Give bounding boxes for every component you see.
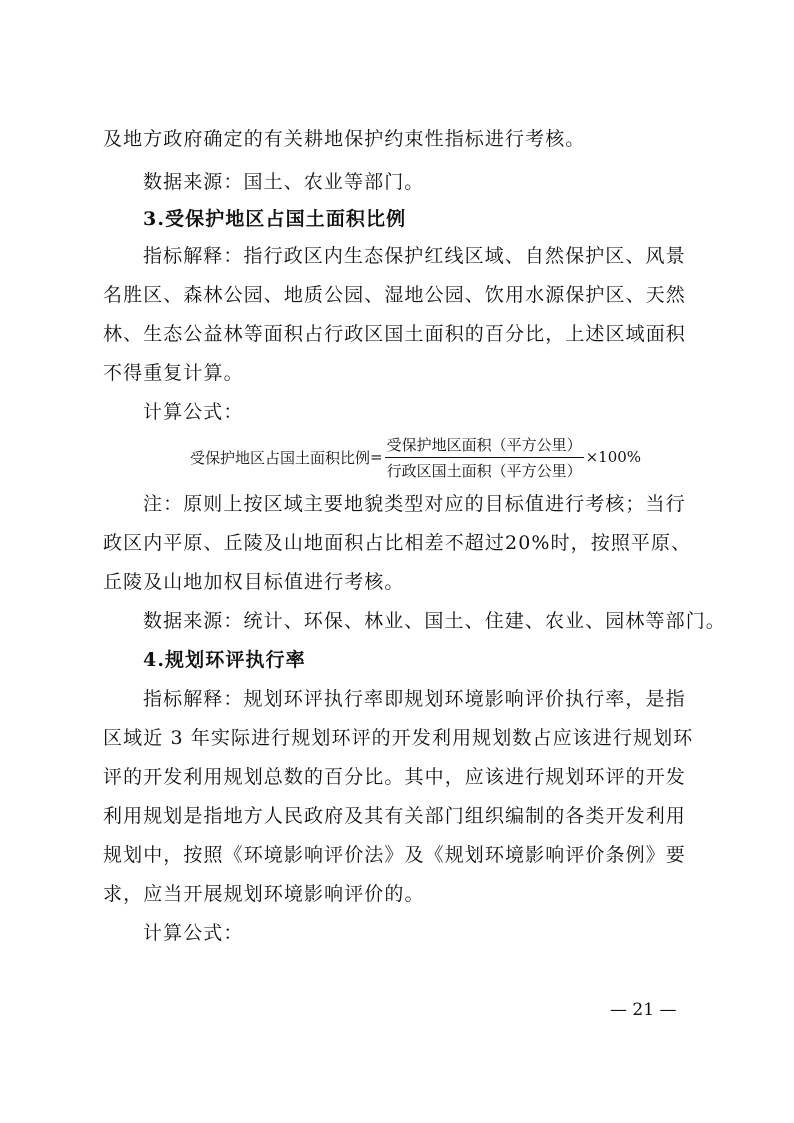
paragraph-line: 及地方政府确定的有关耕地保护约束性指标进行考核。	[103, 128, 586, 150]
paragraph-line: 规划中，按照《环境影响评价法》及《规划环境影响评价条例》要	[103, 844, 686, 866]
formula-equals: =	[370, 448, 383, 466]
paragraph-line: 不得重复计算。	[103, 362, 244, 384]
paragraph-line: 指标解释：指行政区内生态保护红线区域、自然保护区、风景	[143, 245, 686, 267]
area-ratio-formula	[190, 432, 641, 482]
formula-label: 计算公式：	[143, 922, 244, 944]
section-heading-4: 4.规划环评执行率	[143, 649, 306, 671]
formula-denominator: 行政区国土面积（平方公里）	[386, 461, 582, 480]
section-heading-3: 3.受保护地区占国土面积比例	[143, 208, 407, 230]
paragraph-line: 利用规划是指地方人民政府及其有关部门组织编制的各类开发利用	[103, 805, 686, 827]
data-source-line: 数据来源：统计、环保、林业、国土、住建、农业、园林等部门。	[143, 610, 726, 632]
paragraph-line: 林、生态公益林等面积占行政区国土面积的百分比，上述区域面积	[103, 323, 686, 345]
paragraph-line: 名胜区、森林公园、地质公园、湿地公园、饮用水源保护区、天然	[103, 284, 686, 306]
formula-fraction	[385, 434, 584, 481]
formula-multiplier: ×100%	[585, 448, 642, 466]
paragraph-line: 注：原则上按区域主要地貌类型对应的目标值进行考核；当行	[143, 493, 686, 515]
formula-numerator: 受保护地区面积（平方公里）	[385, 434, 584, 458]
paragraph-line: 政区内平原、丘陵及山地面积占比相差不超过20%时，按照平原、	[103, 532, 692, 554]
data-source-line: 数据来源：国土、农业等部门。	[143, 171, 425, 193]
formula-lhs: 受保护地区占国土面积比例	[190, 448, 371, 467]
paragraph-line: 丘陵及山地加权目标值进行考核。	[103, 571, 405, 593]
paragraph-line: 区域近 3 年实际进行规划环评的开发利用规划数占应该进行规划环	[103, 727, 694, 749]
paragraph-line: 指标解释：规划环评执行率即规划环境影响评价执行率，是指	[143, 688, 686, 710]
page-number: — 21 —	[610, 1000, 677, 1020]
paragraph-line: 评的开发利用规划总数的百分比。其中，应该进行规划环评的开发	[103, 766, 686, 788]
formula-label: 计算公式：	[143, 401, 244, 423]
paragraph-line: 求，应当开展规划环境影响评价的。	[103, 883, 425, 905]
